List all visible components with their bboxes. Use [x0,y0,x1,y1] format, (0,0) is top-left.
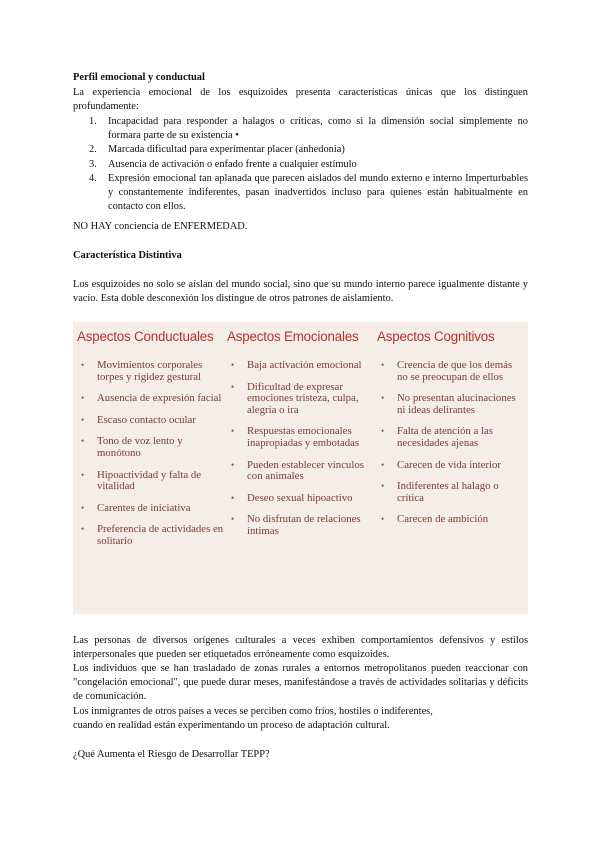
culture-paragraph-1: Las personas de diversos orígenes culturales a veces exhiben comportamientos defensivos y estilos interpersonales que pueden ser etiquetados erróneamente como esquizoides. [73,635,528,661]
list-item: • Ausencia de expresión facial [81,392,222,405]
list-item: • Hipoactividad y falta de vitalidad [81,468,202,493]
column-heading: Aspectos Conductuales [77,329,214,344]
culture-paragraph-3b: cuando en realidad están experimentando un proceso de adaptación cultural. [73,720,390,731]
list-item: • Creencia de que los demás no se preocupan de ellos [381,359,513,383]
list-item: 2. Marcada dificultad para experimentar placer (anhedonia) [89,144,345,156]
list-item: • No presentan alucinaciones ni ideas delirantes [381,392,516,416]
list-item: • Falta de atención a las necesidades ajenas [381,425,493,449]
column-heading: Aspectos Cognitivos [377,329,495,344]
perfil-list [73,115,528,214]
list-item: • Dificultad de expresar emociones tristeza, culpa, alegría o ira [231,380,359,416]
list-item: 3. Ausencia de activación o enfado frente a cualquier estímulo [89,158,357,170]
section-title-caracteristica: Característica Distintiva [73,250,182,261]
enfermedad-note: NO HAY conciencia de ENFERMEDAD. [73,221,248,232]
culture-paragraph-3a: Los inmigrantes de otros países a veces se perciben como fríos, hostiles o indiferentes, [73,706,433,717]
list-item: • Carecen de vida interior [381,458,502,471]
list-item: • Carecen de ambición [381,513,489,526]
perfil-intro: La experiencia emocional de los esquizoides presenta características únicas que los distinguen profundamente: [73,87,528,113]
culture-paragraph-2: Los individuos que se han trasladado de zonas rurales a entornos metropolitanos pueden reaccionar con "congelación emocional", que puede durar meses, manifestándose a través de actividades solitarias y déficits de comunicación. [73,663,528,703]
section-title-perfil: Perfil emocional y conductual [73,72,205,83]
list-item: 1. Incapacidad para responder a halagos o críticas, como si la dimensión social simplemente no formara parte de su existencia • [89,116,528,142]
list-item: • Baja activación emocional [231,359,362,371]
list-item: • Movimientos corporales torpes y rigidez gestural [81,359,203,383]
list-item: • Indiferentes al halago o crítica [381,480,499,504]
list-item: • Respuestas emocionales inapropiadas y embotadas [231,425,360,449]
list-item: 4. Expresión emocional tan aplanada que parecen aislados del mundo externo e interno Imperturbables y constantemente indiferentes, pasan inadvertidos incluso para quienes están habitualmente en contacto con ellos. [89,172,528,213]
list-item: • Tono de voz lento y monótono [81,435,183,459]
list-item: • Deseo sexual hipoactivo [231,491,353,504]
list-item: • Escaso contacto ocular [81,413,196,426]
list-item: • Preferencia de actividades en solitario [81,523,224,547]
column-heading: Aspectos Emocionales [227,329,359,344]
list-item: • No disfrutan de relaciones íntimas [231,513,361,537]
list-item: • Carentes de iniciativa [81,501,191,514]
aspects-infographic [73,322,528,614]
risk-question: ¿Qué Aumenta el Riesgo de Desarrollar TEPP? [73,749,270,760]
caracteristica-paragraph: Los esquizoides no solo se aíslan del mundo social, sino que su mundo interno parece igualmente distante y vacío. Esta doble desconexión los distingue de otros patrones de aislamiento. [73,279,528,305]
list-item: • Pueden establecer vínculos con animales [231,458,364,483]
